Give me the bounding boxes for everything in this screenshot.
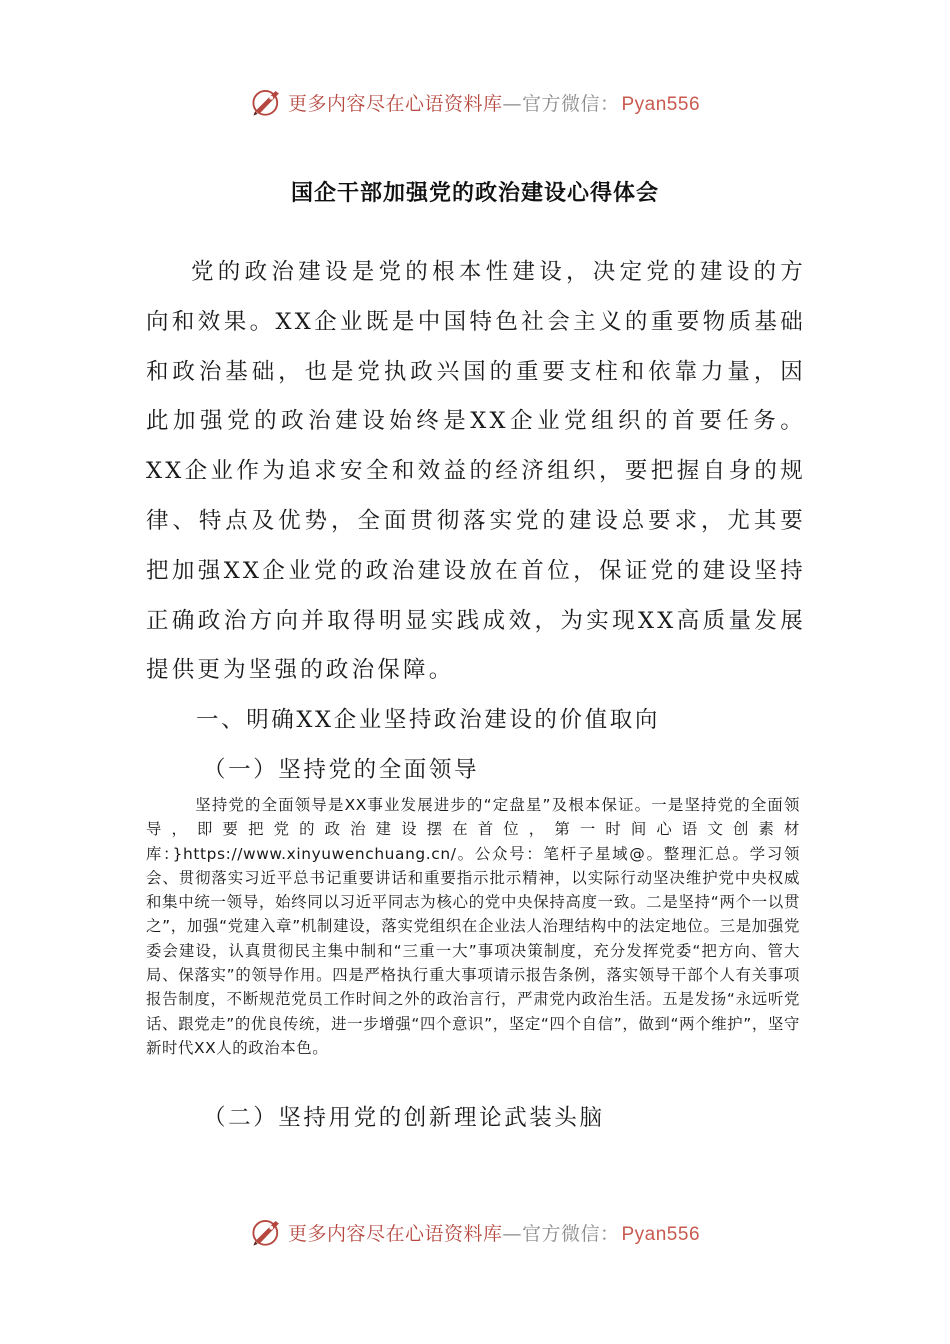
footer-banner (0, 1212, 950, 1252)
header-banner (0, 82, 950, 122)
banner-wechat-id: Pyan556 (621, 93, 701, 115)
banner-label: 官方微信： (521, 1222, 620, 1245)
banner-text (288, 1219, 700, 1246)
banner-brand: 更多内容尽在心语资料库 (287, 1222, 503, 1245)
subsection-heading-2: （二）坚持用党的创新理论武装头脑 (203, 1105, 605, 1131)
pen-logo-icon (250, 85, 284, 119)
intro-paragraph: 党的政治建设是党的根本性建设，决定党的建设的方向和效果。XX企业既是中国特色社会主义的重要物质基础和政治基础，也是党执政兴国的重要支柱和依靠力量，因此加强党的政治建设始终是XX企业党组织的首要任务。XX企业作为追求安全和效益的经济组织，要把握自身的规律、特点及优势，全面贯彻落实党的建设总要求，尤其要把加强XX企业党的政治建设放在首位，保证党的建设坚持正确政治方向并取得明显实践成效，为实现XX高质量发展提供更为坚强的政治保障。 (146, 259, 806, 684)
pen-logo-icon (250, 1215, 284, 1249)
intro-section (146, 248, 806, 696)
banner-label: 官方微信： (521, 92, 620, 115)
subsection-paragraph: 坚持党的全面领导是XX事业发展进步的“定盘星”及根本保证。一是坚持党的全面领导，即要把党的政治建设摆在首位，第一时间心语文创素材库：}https://www.xinyuwenchuang.cn/。公众号：笔杆子星域@。整理汇总。学习领会、贯彻落实习近平总书记重要讲话和重要指示批示精神，以实际行动坚决维护党中央权威和集中统一领导，始终同以习近平同志为核心的党中央保持高度一致。二是坚持“两个一以贯之”，加强“党建入章”机制建设，落实党组织在企业法人治理结构中的法定地位。三是加强党委会建设，认真贯彻民主集中制和“三重一大”事项决策制度，充分发挥党委“把方向、管大局、保落实”的领导作用。四是严格执行重大事项请示报告条例，落实领导干部个人有关事项报告制度，不断规范党员工作时间之外的政治言行，严肃党内政治生活。五是发扬“永远听党话、跟党走”的优良传统，进一步增强“四个意识”，坚定“四个自信”，做到“两个维护”，坚守新时代XX人的政治本色。 (146, 796, 800, 1057)
subsection-body-1 (146, 793, 800, 1060)
banner-dash: — (502, 1222, 522, 1245)
subsection-heading-1: （一）坚持党的全面领导 (203, 757, 480, 783)
document-title: 国企干部加强党的政治建设心得体会 (290, 181, 659, 206)
banner-brand: 更多内容尽在心语资料库 (287, 92, 503, 115)
banner-dash: — (502, 92, 522, 115)
banner-wechat-id: Pyan556 (621, 1223, 701, 1245)
section-heading-1: 一、明确XX企业坚持政治建设的价值取向 (196, 707, 660, 733)
banner-text (288, 89, 700, 116)
